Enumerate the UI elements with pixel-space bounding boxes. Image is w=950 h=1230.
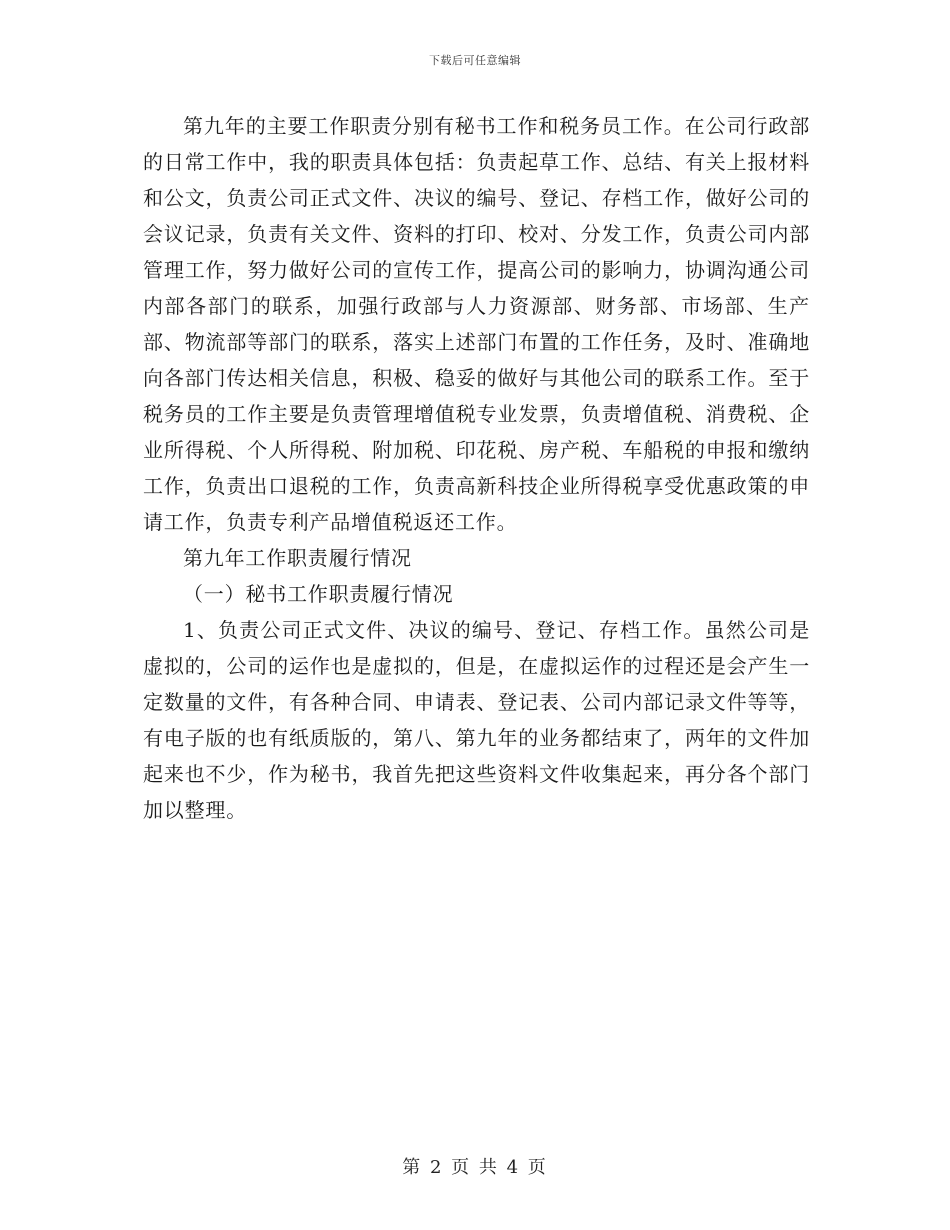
page-number-footer: 第 2 页 共 4 页 [402, 1157, 548, 1178]
section-heading-duty-performance: 第九年工作职责履行情况 [183, 546, 412, 570]
paragraph-item-1: 1、负责公司正式文件、决议的编号、登记、存档工作。虽然公司是虚拟的，公司的运作也是虚拟的，但是，在虚拟运作的过程还是会产生一定数量的文件，有各种合同、申请表、登记表、公司内部记录文件等等，有电子版的也有纸质版的，第八、第九年的业务都结束了，两年的文件加起来也不少，作为秘书，我首先把这些资料文件收集起来，再分各个部门加以整理。 [143, 618, 810, 822]
paragraph-duties-overview: 第九年的主要工作职责分别有秘书工作和税务员工作。在公司行政部的日常工作中，我的职责具体包括：负责起草工作、总结、有关上报材料和公文，负责公司正式文件、决议的编号、登记、存档工作，做好公司的会议记录，负责有关文件、资料的打印、校对、分发工作，负责公司内部管理工作，努力做好公司的宣传工作，提高公司的影响力，协调沟通公司内部各部门的联系，加强行政部与人力资源部、财务部、市场部、生产部、物流部等部门的联系，落实上述部门布置的工作任务，及时、准确地向各部门传达相关信息，积极、稳妥的做好与其他公司的联系工作。至于税务员的工作主要是负责管理增值税专业发票，负责增值税、消费税、企业所得税、个人所得税、附加税、印花税、房产税、车船税的申报和缴纳工作，负责出口退税的工作，负责高新科技企业所得税享受优惠政策的申请工作，负责专利产品增值税返还工作。 [143, 114, 810, 534]
document-body [143, 108, 810, 828]
subsection-heading-secretary: （一）秘书工作职责履行情况 [183, 582, 454, 606]
page-header: 下载后可任意编辑 [429, 54, 521, 67]
